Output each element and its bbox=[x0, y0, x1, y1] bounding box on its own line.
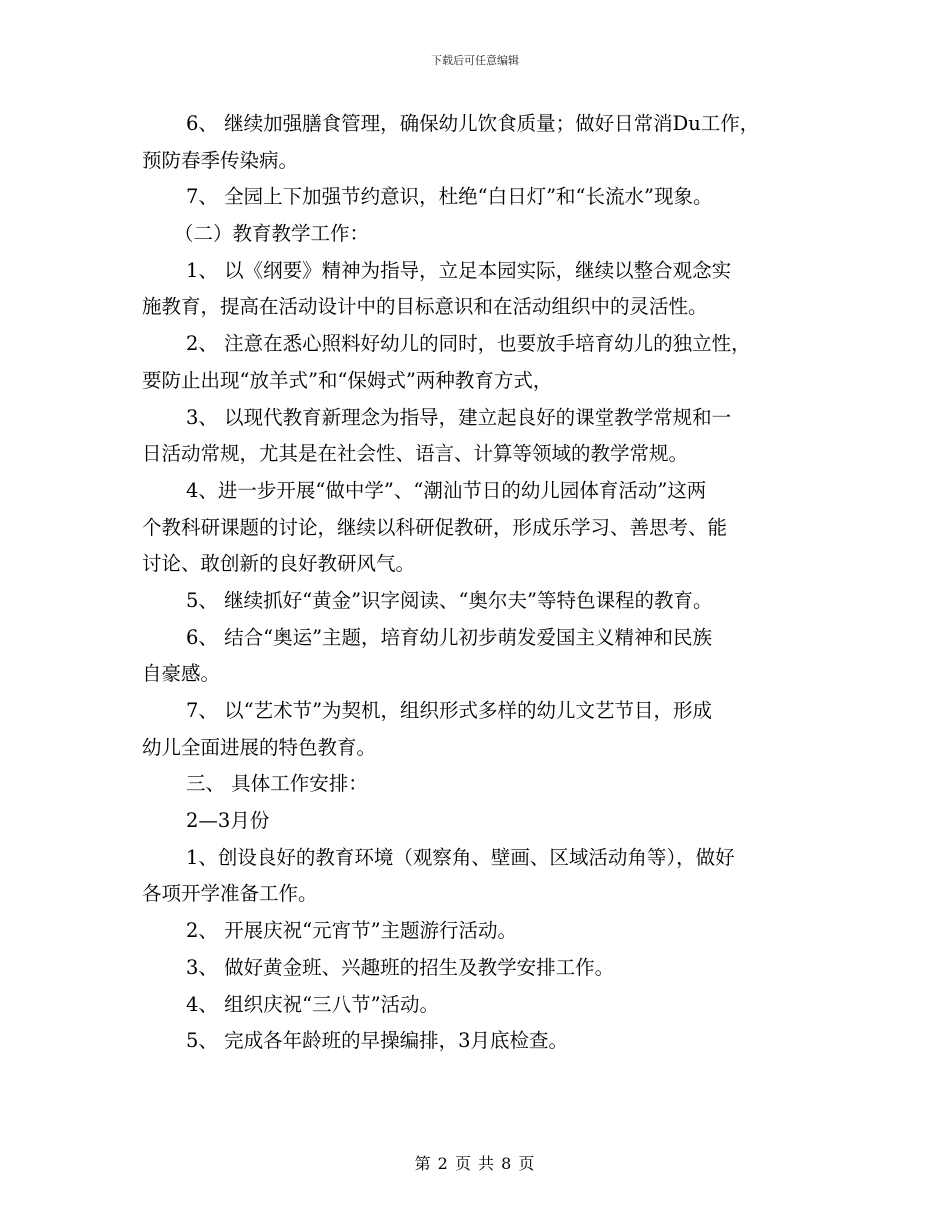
paragraph-line: 各项开学准备工作。 bbox=[142, 882, 318, 906]
paragraph-line: 4、 组织庆祝“三八节”活动。 bbox=[186, 992, 440, 1016]
paragraph-line: 1、创设良好的教育环境（观察角、壁画、区域活动角等），做好 bbox=[186, 845, 735, 869]
paragraph-line: 自豪感。 bbox=[142, 662, 221, 686]
paragraph-line: 4、进一步开展“做中学”、“潮汕节日的幼儿园体育活动”这两 bbox=[186, 478, 707, 502]
paragraph-line: （二）教育教学工作： bbox=[174, 222, 370, 246]
paragraph-line: 2、 注意在悉心照料好幼儿的同时，也要放手培育幼儿的独立性， bbox=[186, 332, 751, 356]
paragraph-line: 2—3月份 bbox=[186, 809, 270, 833]
paragraph-line: 6、 继续加强膳食管理，确保幼儿饮食质量；做好日常消Du工作， bbox=[186, 112, 760, 135]
paragraph-line: 3、 做好黄金班、兴趣班的招生及教学安排工作。 bbox=[186, 955, 615, 979]
paragraph-line: 7、 以“艺术节”为契机，组织形式多样的幼儿文艺节目，形成 bbox=[186, 699, 713, 722]
paragraph-line: 幼儿全面进展的特色教育。 bbox=[142, 735, 377, 759]
paragraph-line: 2、 开展庆祝“元宵节”主题游行活动。 bbox=[186, 919, 518, 943]
paragraph-line: 5、 完成各年龄班的早操编排，3月底检查。 bbox=[186, 1029, 569, 1053]
paragraph-line: 6、 结合“奥运”主题，培育幼儿初步萌发爱国主义精神和民族 bbox=[186, 625, 713, 649]
paragraph-line: 三、 具体工作安排： bbox=[186, 772, 368, 796]
paragraph-line: 1、 以《纲要》精神为指导，立足本园实际，继续以整合观念实 bbox=[186, 258, 732, 282]
paragraph-line: 讨论、敢创新的良好教研风气。 bbox=[142, 552, 416, 576]
paragraph-line: 个教科研课题的讨论，继续以科研促教研，形成乐学习、善思考、能 bbox=[142, 515, 728, 539]
page-header: 下载后可任意编辑 bbox=[431, 54, 519, 67]
paragraph-line: 要防止出现“放羊式”和“保姆式”两种教育方式， bbox=[142, 368, 553, 392]
paragraph-line: 施教育，提高在活动设计中的目标意识和在活动组织中的灵活性。 bbox=[142, 295, 708, 319]
paragraph-line: 5、 继续抓好“黄金”识字阅读、“奥尔夫”等特色课程的教育。 bbox=[186, 588, 713, 612]
page-footer: 第 2 页 共 8 页 bbox=[414, 1154, 536, 1173]
document-body bbox=[142, 106, 822, 1060]
paragraph-line: 3、 以现代教育新理念为指导，建立起良好的课堂教学常规和一 bbox=[186, 405, 732, 429]
paragraph-line: 7、 全园上下加强节约意识，杜绝“白日灯”和“长流水”现象。 bbox=[186, 185, 713, 209]
paragraph-line: 日活动常规，尤其是在社会性、语言、计算等领域的教学常规。 bbox=[142, 442, 689, 466]
paragraph-line: 预防春季传染病。 bbox=[142, 148, 299, 172]
